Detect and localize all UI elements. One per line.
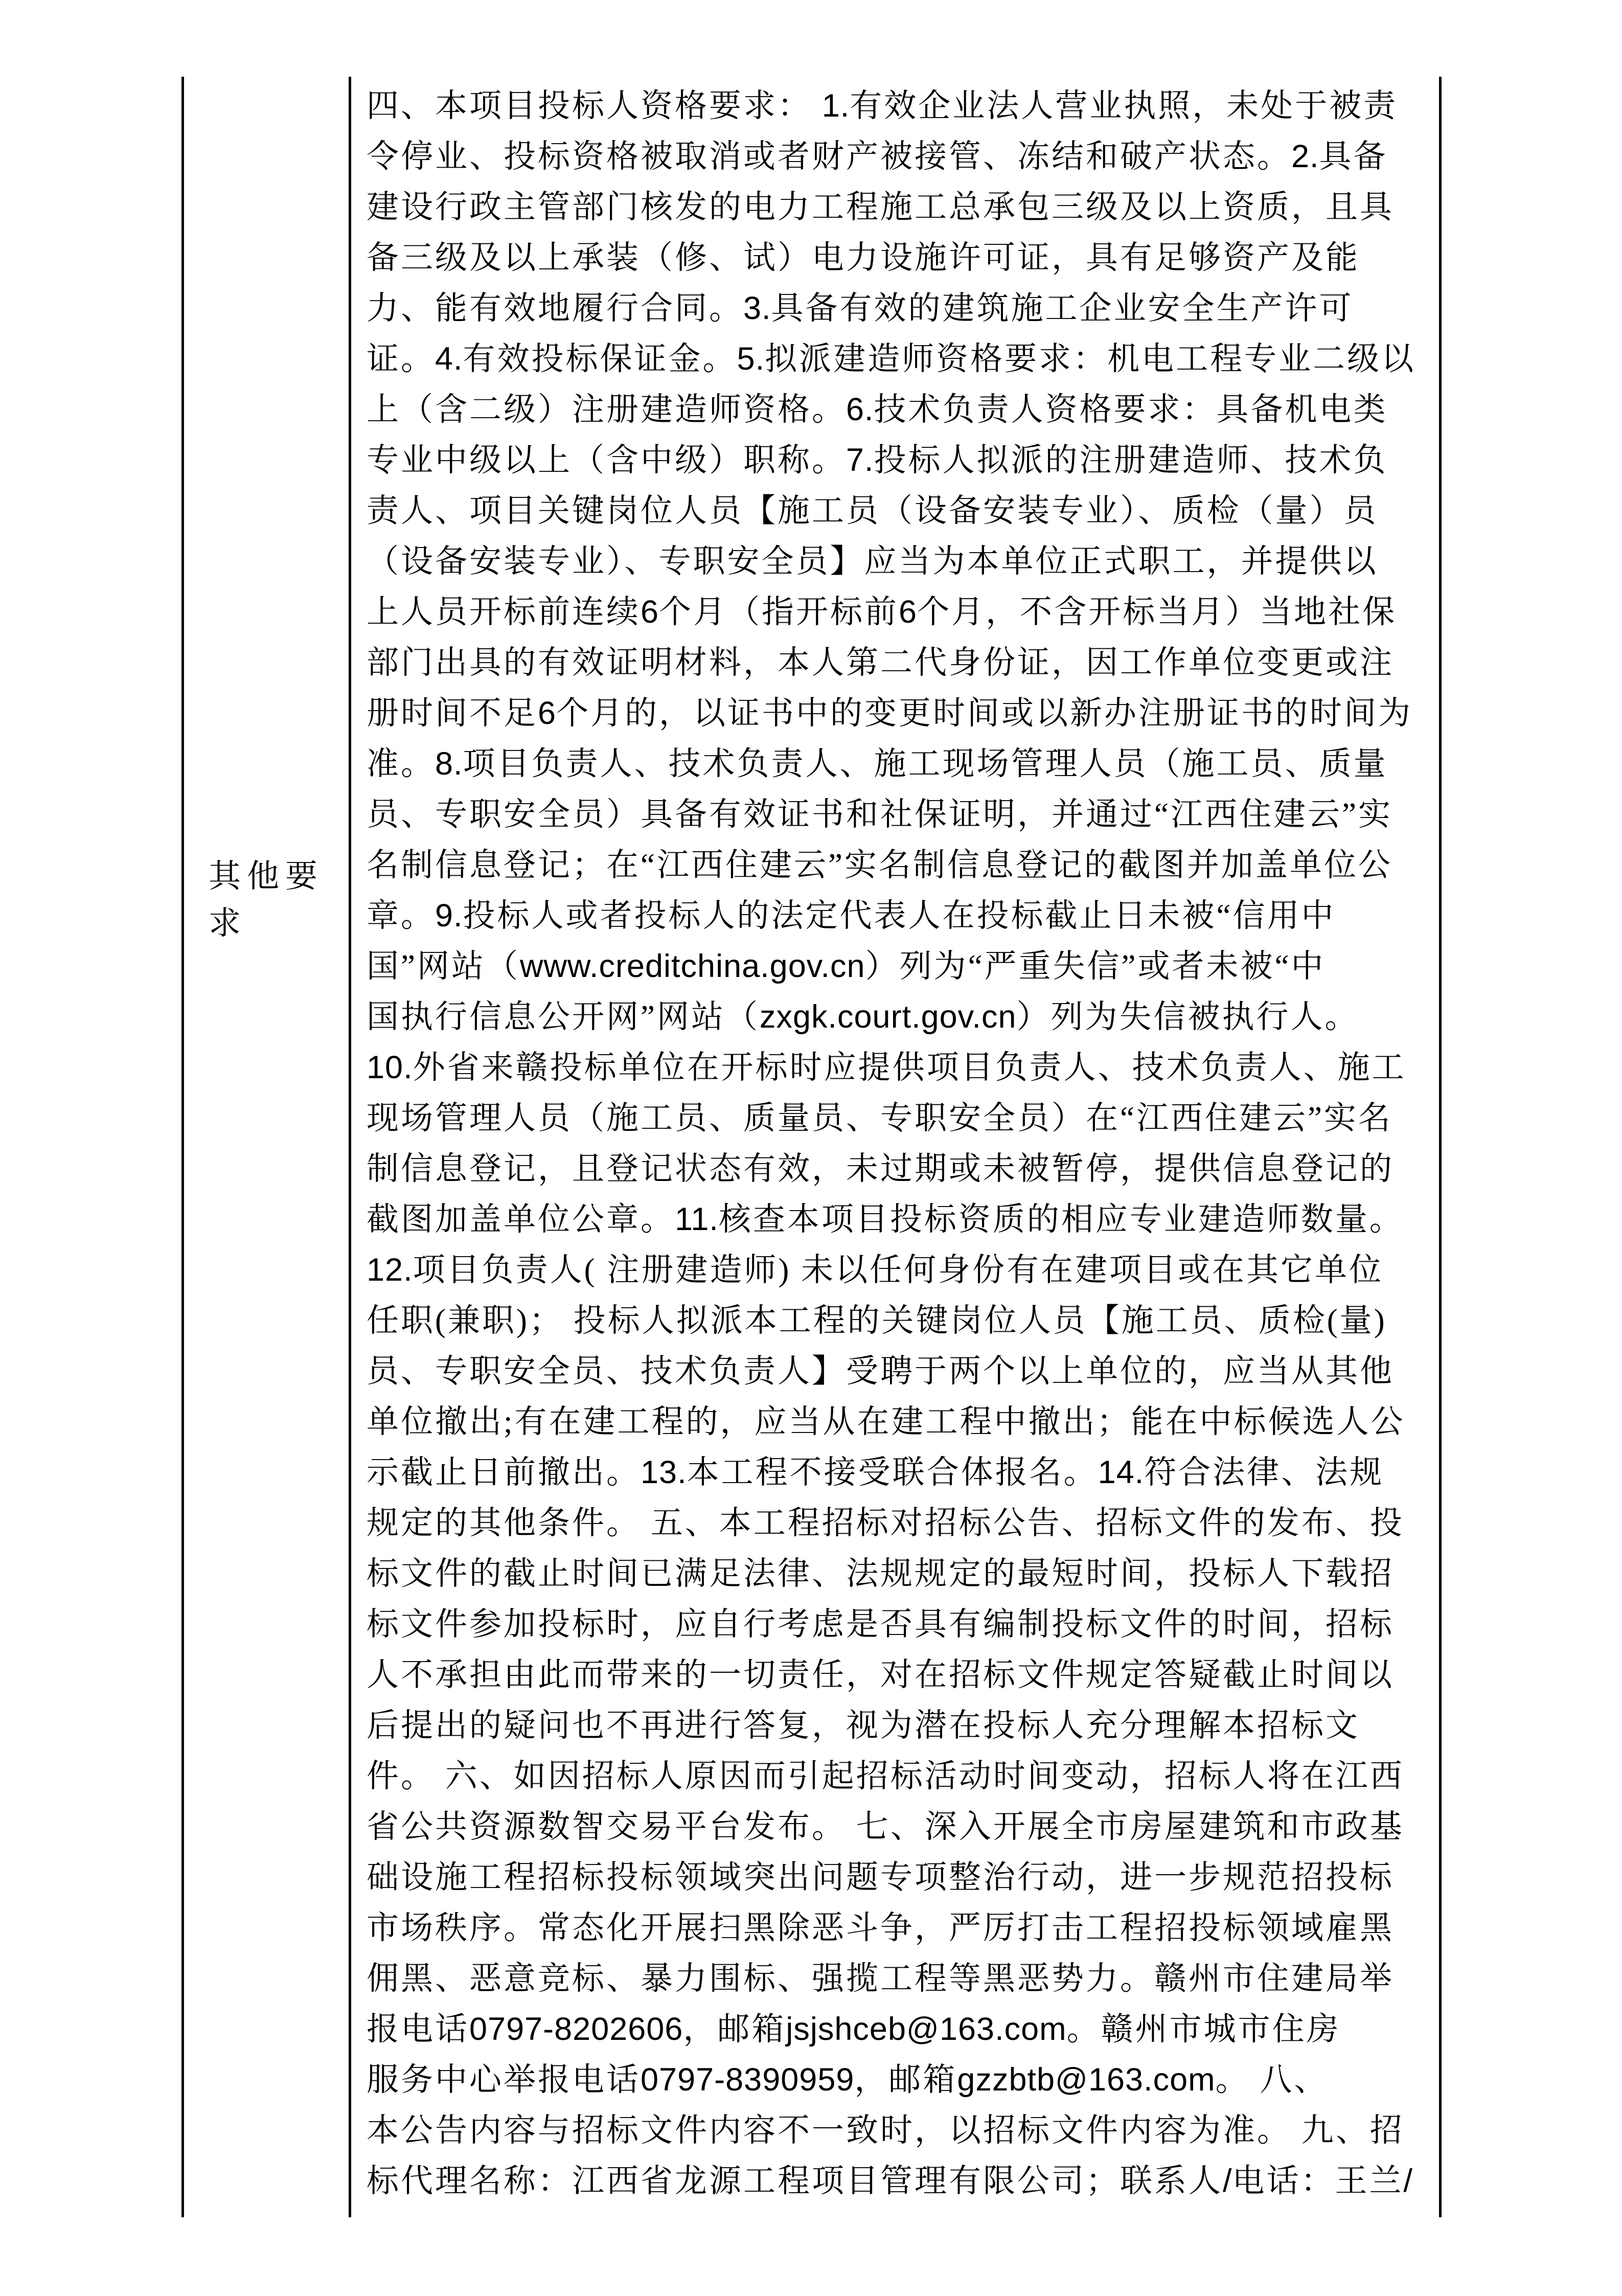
latin-text: 0797-8390959 — [641, 2062, 855, 2098]
text-line: 截图加盖单位公章。11.核查本项目投标资质的相应专业建造师数量。 — [367, 1201, 1404, 1237]
latin-text: 12. — [367, 1252, 413, 1288]
text-line: 标代理名称：江西省龙源工程项目管理有限公司；联系人/电话：王兰/ — [367, 2163, 1413, 2199]
text-line: 标文件参加投标时，应自行考虑是否具有编制投标文件的时间，招标 — [367, 1606, 1394, 1642]
latin-text: 14. — [1098, 1454, 1145, 1490]
latin-text: / — [1403, 2163, 1413, 2199]
text-line: 规定的其他条件。 五、本工程招标对招标公告、招标文件的发布、投 — [367, 1505, 1404, 1541]
requirements-table-row — [181, 77, 1442, 2217]
text-line: 专业中级以上（含中级）职称。7.投标人拟派的注册建造师、技术负 — [367, 442, 1388, 478]
latin-text: 6 — [899, 594, 918, 630]
text-line: 后提出的疑问也不再进行答复，视为潜在投标人充分理解本招标文 — [367, 1708, 1360, 1743]
text-line: 册时间不足6个月的，以证书中的变更时间或以新办注册证书的时间为 — [367, 695, 1413, 731]
text-line: 章。9.投标人或者投标人的法定代表人在投标截止日未被“信用中 — [367, 898, 1336, 934]
text-line: 国执行信息公开网”网站（zxgk.court.gov.cn）列为失信被执行人。 — [367, 999, 1359, 1035]
text-line: （设备安装专业）、专职安全员】应当为本单位正式职工，并提供以 — [367, 543, 1378, 579]
text-line: 12.项目负责人( 注册建造师) 未以任何身份有在建项目或在其它单位 — [367, 1252, 1384, 1288]
latin-text: 6. — [846, 392, 874, 427]
row-content-cell — [351, 77, 1436, 2217]
text-line: 四、本项目投标人资格要求： 1.有效企业法人营业执照，未处于被责 — [367, 88, 1398, 124]
text-line: 标文件的截止时间已满足法律、法规规定的最短时间，投标人下载招 — [367, 1556, 1394, 1592]
text-line: 本公告内容与招标文件内容不一致时，以招标文件内容为准。 九、招 — [367, 2112, 1404, 2148]
latin-text: 7. — [846, 442, 874, 478]
text-line: 员、专职安全员、技术负责人】受聘于两个以上单位的，应当从其他 — [367, 1353, 1394, 1389]
latin-text: gzzbtb@163.com — [957, 2062, 1216, 2098]
text-line: 10.外省来赣投标单位在开标时应提供项目负责人、技术负责人、施工 — [367, 1050, 1406, 1085]
text-line: 备三级及以上承装（修、试）电力设施许可证，具有足够资产及能 — [367, 240, 1360, 276]
latin-text: / — [1223, 2163, 1232, 2199]
text-line: 制信息登记，且登记状态有效，未过期或未被暂停，提供信息登记的 — [367, 1151, 1394, 1187]
latin-text: 11. — [675, 1201, 719, 1237]
text-line: 佣黑、恶意竞标、暴力围标、强揽工程等黑恶势力。赣州市住建局举 — [367, 1961, 1394, 1996]
text-line: 员、专职安全员）具备有效证书和社保证明，并通过“江西住建云”实 — [367, 797, 1392, 832]
text-line: 示截止日前撤出。13.本工程不接受联合体报名。14.符合法律、法规 — [367, 1454, 1384, 1490]
text-line: 报电话0797-8202606，邮箱jsjshceb@163.com。赣州市城市住房 — [367, 2011, 1341, 2047]
text-line: 令停业、投标资格被取消或者财产被接管、冻结和破产状态。2.具备 — [367, 139, 1388, 174]
text-line: 力、能有效地履行合同。3.具备有效的建筑施工企业安全生产许可 — [367, 290, 1354, 326]
text-line: 件。 六、如因招标人原因而引起招标活动时间变动，招标人将在江西 — [367, 1758, 1404, 1794]
latin-text: zxgk.court.gov.cn — [759, 999, 1017, 1035]
latin-text: 6 — [641, 594, 659, 630]
text-line: 证。4.有效投标保证金。5.拟派建造师资格要求：机电工程专业二级以 — [367, 341, 1416, 377]
latin-text: 13. — [641, 1454, 687, 1490]
latin-text: 1. — [821, 88, 850, 124]
latin-text: jsjshceb@163.com — [786, 2011, 1067, 2047]
latin-text: 3. — [743, 290, 771, 326]
text-line: 国”网站（www.creditchina.gov.cn）列为“严重失信”或者未被“中 — [367, 948, 1326, 984]
latin-text: 10. — [367, 1050, 413, 1085]
text-line: 省公共资源数智交易平台发布。 七、深入开展全市房屋建筑和市政基 — [367, 1809, 1404, 1845]
text-line: 上人员开标前连续6个月（指开标前6个月，不含开标当月）当地社保 — [367, 594, 1397, 630]
text-line: 建设行政主管部门核发的电力工程施工总承包三级及以上资质，且具 — [367, 189, 1394, 225]
text-line: 市场秩序。常态化开展扫黑除恶斗争，严厉打击工程招投标领域雇黑 — [367, 1910, 1394, 1946]
text-line: 责人、项目关键岗位人员【施工员（设备安装专业）、质检（量）员 — [367, 493, 1378, 529]
latin-text: 9. — [435, 898, 463, 934]
row-header-cell — [184, 77, 349, 2217]
latin-text: 0797-8202606 — [469, 2011, 683, 2047]
latin-text: 5. — [737, 341, 765, 377]
text-line: 部门出具的有效证明材料，本人第二代身份证，因工作单位变更或注 — [367, 645, 1394, 680]
text-line: 人不承担由此而带来的一切责任，对在招标文件规定答疑截止时间以 — [367, 1657, 1394, 1693]
latin-text: 6 — [538, 695, 557, 731]
text-line: 任职(兼职)； 投标人拟派本工程的关键岗位人员【施工员、质检(量) — [367, 1303, 1387, 1338]
text-line: 服务中心举报电话0797-8390959，邮箱gzzbtb@163.com。 八、 — [367, 2062, 1329, 2098]
latin-text: 4. — [435, 341, 463, 377]
text-line: 础设施工程招标投标领域突出问题专项整治行动，进一步规范招投标 — [367, 1859, 1394, 1895]
latin-text: www.creditchina.gov.cn — [519, 948, 865, 984]
text-line: 上（含二级）注册建造师资格。6.技术负责人资格要求：具备机电类 — [367, 392, 1388, 427]
text-line: 准。8.项目负责人、技术负责人、施工现场管理人员（施工员、质量 — [367, 746, 1388, 782]
row-header-label: 其他要求 — [209, 858, 324, 941]
text-line: 名制信息登记；在“江西住建云”实名制信息登记的截图并加盖单位公 — [367, 847, 1392, 883]
latin-text: 8. — [435, 746, 463, 782]
latin-text: 2. — [1291, 139, 1319, 174]
text-line: 单位撤出;有在建工程的，应当从在建工程中撤出；能在中标候选人公 — [367, 1404, 1405, 1440]
text-line: 现场管理人员（施工员、质量员、专职安全员）在“江西住建云”实名 — [367, 1100, 1392, 1136]
